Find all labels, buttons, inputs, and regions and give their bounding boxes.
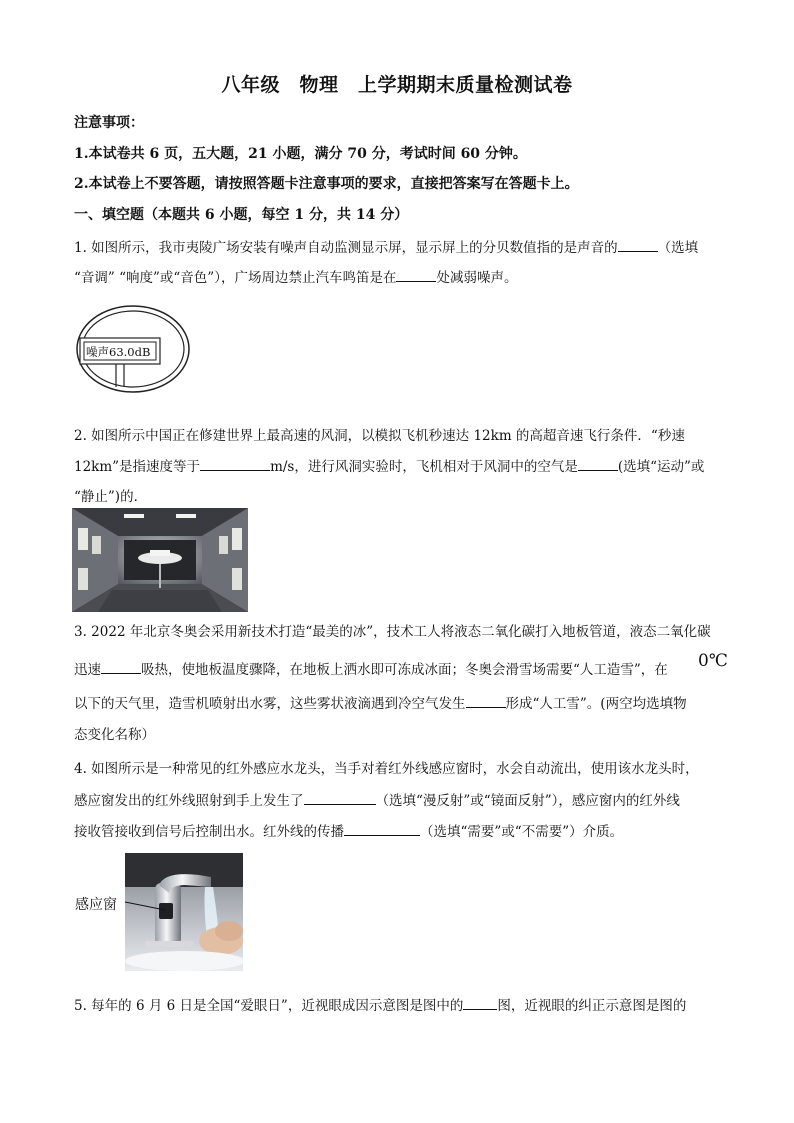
temperature-zero-celsius: 0℃ <box>698 651 728 671</box>
question-4-text-a: 感应窗发出的红外线照射到手上发生了 <box>74 793 304 809</box>
answer-blank <box>101 661 141 674</box>
question-4-line-3 <box>74 820 623 840</box>
question-3-text-d: 形成“人工雪”。(两空均选填物 <box>505 696 687 712</box>
question-1-line-2 <box>74 266 517 286</box>
noise-display-figure <box>75 303 193 395</box>
question-3-text-c: 以下的天气里，造雪机喷射出水雾，这些雾状液滴遇到冷空气发生 <box>74 696 466 712</box>
question-1-line-1 <box>74 236 698 256</box>
question-3-line-4: 态变化名称） <box>74 727 155 743</box>
question-2-line-3: “静止”)的． <box>74 489 148 505</box>
infrared-faucet-photo <box>125 853 243 971</box>
question-1-text-a: 1. 如图所示，我市夷陵广场安装有噪声自动监测显示屏，显示屏上的分贝数值指的是声音的 <box>74 240 618 256</box>
question-4-line-2 <box>74 789 680 809</box>
notice-item-1: 1.本试卷共 6 页，五大题，21 小题，满分 70 分，考试时间 60 分钟。 <box>74 146 527 162</box>
answer-blank <box>344 823 420 836</box>
answer-blank <box>466 695 506 708</box>
question-5-text-a: 5. 每年的 6 月 6 日是全国“爱眼日”，近视眼成因示意图是图中的 <box>74 998 464 1014</box>
question-3-text-a: 迅速 <box>74 662 101 678</box>
question-4-text-c: 接收管接收到信号后控制出水。红外线的传播 <box>74 824 344 840</box>
wind-tunnel-photo <box>72 508 248 612</box>
question-3-line-1: 3. 2022 年北京冬奥会采用新技术打造“最美的冰”，技术工人将液态二氧化碳打入地板管道，液态二氧化碳 <box>74 624 711 640</box>
answer-blank <box>304 792 376 805</box>
noise-display-text: 噪声63.0dB <box>86 345 151 359</box>
notice-heading: 注意事项： <box>74 115 144 131</box>
question-2-line-2 <box>74 455 704 475</box>
question-5-text-b: 图，近视眼的纠正示意图是图的 <box>497 998 687 1014</box>
question-3-line-3 <box>74 692 687 712</box>
question-4-line-1: 4. 如图所示是一种常见的红外感应水龙头，当手对着红外线感应窗时，水会自动流出，使用该水龙头时， <box>74 761 699 777</box>
answer-blank <box>578 458 618 471</box>
question-3-line-2 <box>74 658 668 678</box>
answer-blank <box>396 269 436 282</box>
sensor-window-label: 感应窗 <box>75 897 117 913</box>
question-2-text-b: m/s，进行风洞实验时，飞机相对于风洞中的空气是 <box>270 459 578 475</box>
question-5-line-1 <box>74 994 686 1014</box>
section-1-heading: 一、填空题（本题共 6 小题，每空 1 分，共 14 分） <box>74 207 409 223</box>
notice-item-2: 2.本试卷上不要答题，请按照答题卡注意事项的要求，直接把答案写在答题卡上。 <box>74 176 579 192</box>
question-2-text-c: (选填“运动”或 <box>617 459 705 475</box>
question-1-text-c: “音调” “响度”或“音色”），广场周边禁止汽车鸣笛是在 <box>74 270 397 286</box>
question-3-text-b: 吸热，使地板温度骤降，在地板上洒水即可冻成冰面；冬奥会滑雪场需要“人工造雪”，在 <box>141 662 668 678</box>
question-2-line-1: 2. 如图所示中国正在修建世界上最高速的风洞，以模拟飞机秒速达 12km 的高超音速飞行条件．“秒速 <box>74 428 685 444</box>
question-4-text-d: （选填“需要”或“不需要”）介质。 <box>420 824 624 840</box>
callout-line <box>125 853 243 971</box>
question-4-text-b: （选填“漫反射”或“镜面反射”），感应窗内的红外线 <box>375 793 680 809</box>
answer-blank <box>200 458 270 471</box>
question-1-text-b: （选填 <box>657 240 699 256</box>
answer-blank <box>618 239 658 252</box>
exam-title: 八年级 物理 上学期期末质量检测试卷 <box>221 74 573 96</box>
question-1-text-d: 处减弱噪声。 <box>436 270 518 286</box>
answer-blank <box>463 997 497 1010</box>
wind-tunnel-illustration <box>72 508 248 612</box>
question-2-text-a: 12km”是指速度等于 <box>74 459 201 475</box>
